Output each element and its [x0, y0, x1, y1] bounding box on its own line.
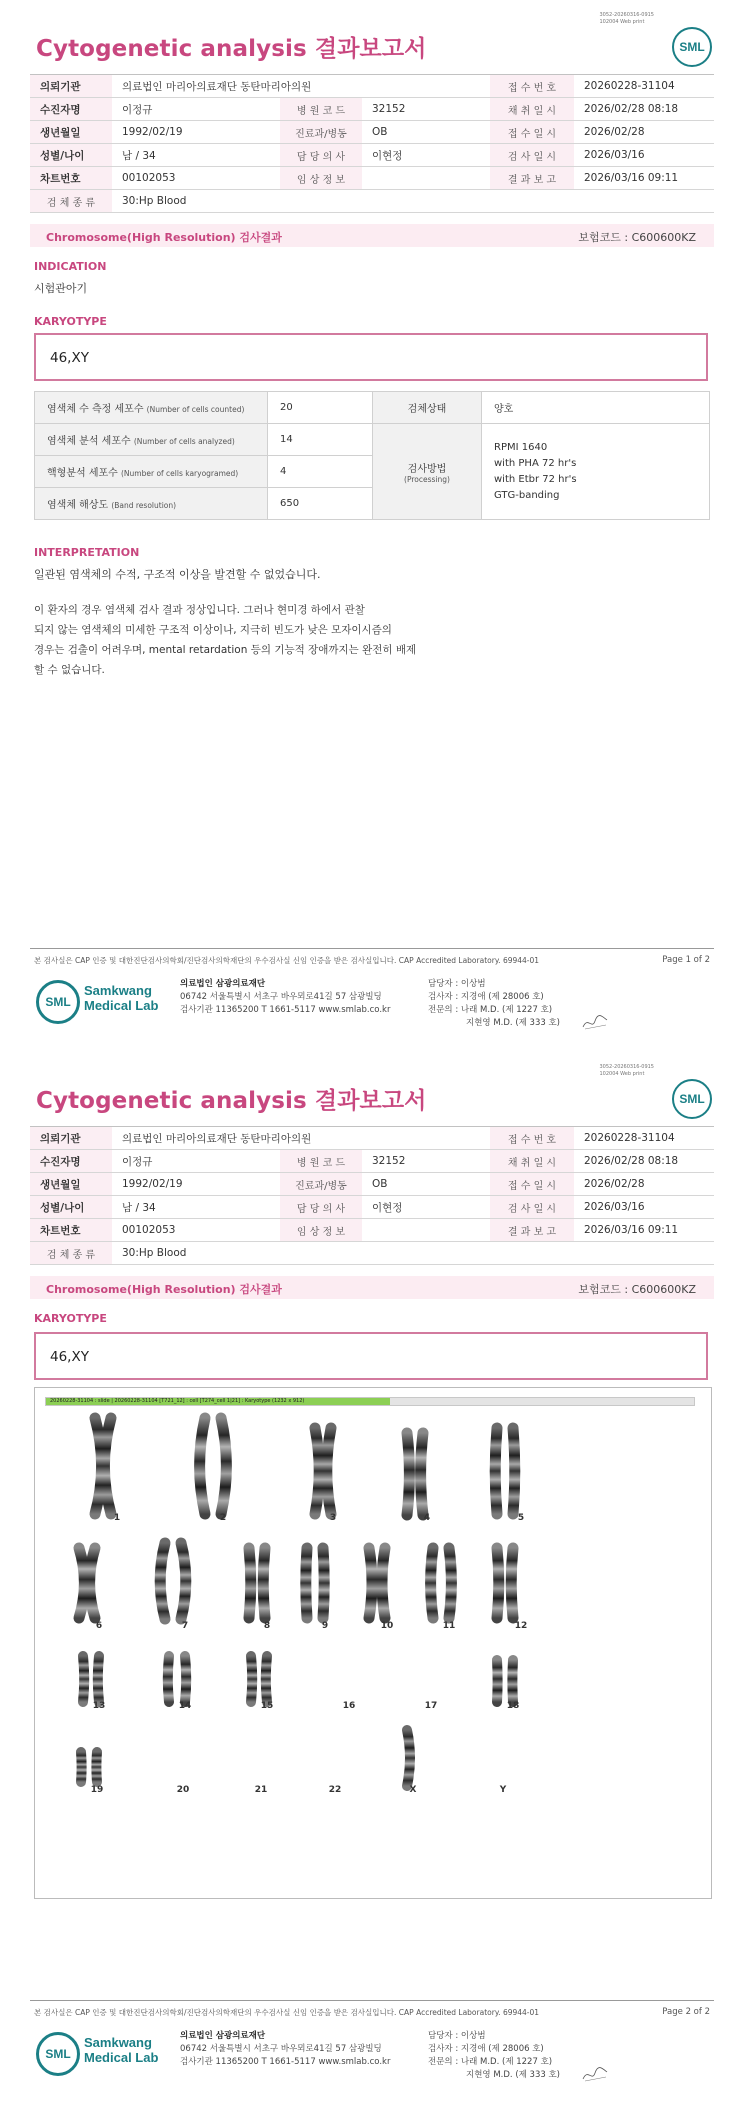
chromosome-label-X: X	[409, 1785, 417, 1795]
chromosome-8	[249, 1548, 251, 1618]
chromosome-label-11: 11	[442, 1621, 456, 1631]
label-receipt-no: 접 수 번 호	[490, 1127, 574, 1150]
label-specimen: 검 체 종 류	[30, 1242, 112, 1265]
label-dept: 진료과/병동	[280, 121, 362, 144]
indication-heading: INDICATION	[34, 260, 107, 273]
value-specimen: 30:Hp Blood	[112, 1242, 714, 1265]
value-dob: 1992/02/19	[112, 121, 280, 144]
interpretation-line: 이 환자의 경우 염색체 검사 결과 정상입니다. 그러나 현미경 하에서 관찰	[34, 604, 365, 616]
interpretation-line: 되지 않는 염색체의 미세한 구조적 이상이나, 지극히 빈도가 낮은 모자이시즘의	[34, 624, 392, 636]
brand-line: Medical Lab	[84, 998, 159, 1013]
label-chart: 차트번호	[30, 167, 112, 190]
value-institution: 의료법인 마리아의료재단 동탄마리아의원	[112, 1127, 490, 1150]
label-dept: 진료과/병동	[280, 1173, 362, 1196]
chromosome-8	[263, 1548, 265, 1618]
value-dob: 1992/02/19	[112, 1173, 280, 1196]
interpretation-line: 경우는 검출이 어려우며, mental retardation 등의 기능적 장애까지는 완전히 배제	[34, 644, 417, 656]
cell-analysis-table	[34, 391, 710, 520]
label-reported: 결 과 보 고	[490, 167, 574, 190]
chromosome-2	[221, 1418, 226, 1514]
chromosome-9	[306, 1548, 307, 1618]
label-receipt-no: 접 수 번 호	[490, 75, 574, 98]
counted-value: 20	[268, 392, 373, 424]
sml-ring: SML	[36, 2032, 80, 2076]
label-reported: 결 과 보 고	[490, 1219, 574, 1242]
chromosome-result-bar	[30, 224, 714, 247]
label-sex-age: 성별/나이	[30, 1196, 112, 1219]
print-meta-line: 102004 Web print	[599, 1071, 645, 1077]
karyotype-result: 46,XY	[50, 350, 89, 366]
chromosome-19	[96, 1752, 97, 1782]
value-receipt-no: 20260228-31104	[574, 1127, 714, 1150]
chromosome-label-6: 6	[95, 1621, 103, 1631]
staff-line: 지현영 M.D. (제 333 호)	[466, 2070, 561, 2080]
footer-address	[180, 2030, 390, 2069]
footer-brand	[84, 983, 158, 1013]
interpretation-summary: 일관된 염색체의 수적, 구조적 이상을 발견할 수 없었습니다.	[34, 568, 321, 581]
karyogram-image	[34, 1387, 712, 1899]
chromosome-15	[251, 1656, 252, 1702]
interpretation-body	[34, 600, 504, 680]
method-line: GTG-banding	[494, 489, 560, 501]
brand-line: Medical Lab	[84, 2050, 159, 2065]
chromosome-label-14: 14	[178, 1701, 192, 1711]
chromosome-label-10: 10	[380, 1621, 394, 1631]
karyotype-result: 46,XY	[50, 1349, 89, 1365]
karyotype-result-box	[34, 333, 708, 381]
band-label-en: (Band resolution)	[111, 501, 177, 510]
chromosome-12	[511, 1548, 513, 1618]
value-hospital-code: 32152	[362, 98, 490, 121]
method-label	[373, 424, 482, 520]
label-received: 접 수 일 시	[490, 1173, 574, 1196]
chromosome-label-19: 19	[90, 1785, 104, 1795]
band-label-ko: 염색체 해상도	[47, 500, 109, 511]
label-doctor: 담 당 의 사	[280, 144, 362, 167]
label-collected: 채 취 일 시	[490, 98, 574, 121]
value-reported: 2026/03/16 09:11	[574, 1219, 714, 1242]
footer-divider	[30, 2000, 714, 2001]
karyogram-chromosomes	[35, 1408, 711, 1898]
footer-staff	[428, 978, 560, 1030]
chromosome-X	[407, 1730, 410, 1786]
footer-cap-note: 본 검사실은 CAP 인증 및 대한진단검사의학회/진단검사의학재단의 우수검사실 신임 인증을 받은 검사실입니다. CAP Accredited Laboratory. 69944-01	[34, 2008, 540, 2017]
report-title: Cytogenetic analysis 결과보고서	[36, 36, 427, 62]
print-meta	[599, 1064, 654, 1078]
counted-label-ko: 염색체 수 측정 세포수	[47, 404, 144, 415]
method-label-en: (Processing)	[404, 474, 450, 484]
label-received: 접 수 일 시	[490, 121, 574, 144]
chromosome-4	[421, 1433, 423, 1515]
print-meta	[599, 12, 654, 26]
specimen-state-value: 양호	[482, 392, 710, 424]
chromosome-label-7: 7	[181, 1621, 189, 1631]
value-sex-age: 남 / 34	[112, 144, 280, 167]
karyogram-header-label: 20260228-31104 : slide | 20260228-31104 [T721_12] : cell [T274_cell 1|21] : Karyotype (1232 x 912)	[46, 1398, 390, 1405]
chromosome-label-1: 1	[113, 1513, 121, 1523]
label-hospital-code: 병 원 코 드	[280, 1150, 362, 1173]
value-collected: 2026/02/28 08:18	[574, 1150, 714, 1173]
chromosome-7	[160, 1543, 165, 1619]
org-address: 06742 서울특별시 서초구 바우뫼로41길 57 삼광빌딩	[180, 2044, 382, 2054]
staff-line: 담당자 : 이상범	[428, 2031, 486, 2041]
label-tested: 검 사 일 시	[490, 144, 574, 167]
brand-line: Samkwang	[84, 983, 152, 998]
report-title: Cytogenetic analysis 결과보고서	[36, 1088, 427, 1114]
footer-address	[180, 978, 390, 1017]
signature-icon	[580, 1012, 610, 1032]
chromosome-label-15: 15	[260, 1701, 274, 1711]
value-collected: 2026/02/28 08:18	[574, 98, 714, 121]
band-label	[35, 488, 268, 520]
counted-label	[35, 392, 268, 424]
chromosome-14	[168, 1656, 169, 1702]
karyotype-heading: KARYOTYPE	[34, 1312, 107, 1325]
label-tested: 검 사 일 시	[490, 1196, 574, 1219]
value-received: 2026/02/28	[574, 1173, 714, 1196]
label-clinical: 임 상 정 보	[280, 1219, 362, 1242]
interpretation-heading: INTERPRETATION	[34, 546, 140, 559]
chromosome-label-22: 22	[328, 1785, 342, 1795]
chromosome-18	[512, 1660, 513, 1702]
interpretation-line: 할 수 없습니다.	[34, 664, 105, 676]
chromosome-label-13: 13	[92, 1701, 106, 1711]
print-meta-line: 102004 Web print	[599, 19, 645, 25]
karyogramed-value: 4	[268, 456, 373, 488]
samkwang-logo-icon	[36, 2032, 80, 2076]
sml-ring: SML	[36, 980, 80, 1024]
karyotype-heading: KARYOTYPE	[34, 315, 107, 328]
value-dept: OB	[362, 121, 490, 144]
value-clinical	[362, 1219, 490, 1242]
karyotype-result-box	[34, 1332, 708, 1380]
value-specimen: 30:Hp Blood	[112, 190, 714, 213]
value-tested: 2026/03/16	[574, 144, 714, 167]
chromosome-label-8: 8	[263, 1621, 271, 1631]
label-collected: 채 취 일 시	[490, 1150, 574, 1173]
analyzed-label-ko: 염색체 분석 세포수	[47, 436, 131, 447]
value-receipt-no: 20260228-31104	[574, 75, 714, 98]
value-chart: 00102053	[112, 167, 280, 190]
karyogramed-label-ko: 핵형분석 세포수	[47, 468, 118, 479]
chromosome-11	[431, 1548, 433, 1618]
chromosome-5	[513, 1428, 515, 1514]
analyzed-value: 14	[268, 424, 373, 456]
analyzed-label-en: (Number of cells analyzed)	[133, 437, 235, 446]
chromosome-7	[181, 1543, 186, 1619]
label-doctor: 담 당 의 사	[280, 1196, 362, 1219]
value-institution: 의료법인 마리아의료재단 동탄마리아의원	[112, 75, 490, 98]
print-meta-line: 3052-20260316-0915	[599, 1064, 654, 1070]
chromosome-label-9: 9	[321, 1621, 329, 1631]
chromosome-14	[185, 1656, 186, 1702]
chromosome-label-12: 12	[514, 1621, 528, 1631]
staff-line: 지현영 M.D. (제 333 호)	[466, 1018, 561, 1028]
value-doctor: 이현정	[362, 1196, 490, 1219]
method-label-ko: 검사방법	[407, 463, 447, 475]
chromosome-label-Y: Y	[499, 1785, 507, 1795]
value-received: 2026/02/28	[574, 121, 714, 144]
staff-line: 검사자 : 지경애 (제 28006 호)	[428, 992, 544, 1002]
page-number: Page 2 of 2	[662, 2007, 710, 2017]
chromosome-label-16: 16	[342, 1701, 356, 1711]
patient-info-table	[30, 1126, 714, 1265]
chromosome-18	[497, 1660, 498, 1702]
counted-label-en: (Number of cells counted)	[146, 405, 245, 414]
value-sex-age: 남 / 34	[112, 1196, 280, 1219]
band-value: 650	[268, 488, 373, 520]
karyogramed-label	[35, 456, 268, 488]
staff-line: 전문의 : 나래 M.D. (제 1227 호)	[428, 2057, 553, 2067]
chromosome-label-2: 2	[219, 1513, 227, 1523]
value-clinical	[362, 167, 490, 190]
brand-line: Samkwang	[84, 2035, 152, 2050]
chromosome-6	[79, 1548, 84, 1618]
chromosome-result-title: Chromosome(High Resolution) 검사결과	[46, 231, 282, 244]
label-hospital-code: 병 원 코 드	[280, 98, 362, 121]
label-chart: 차트번호	[30, 1219, 112, 1242]
chromosome-label-5: 5	[517, 1513, 525, 1523]
label-specimen: 검 체 종 류	[30, 190, 112, 213]
chromosome-10	[382, 1548, 385, 1618]
chromosome-label-21: 21	[254, 1785, 268, 1795]
label-patient: 수진자명	[30, 98, 112, 121]
chromosome-12	[497, 1548, 499, 1618]
chromosome-label-18: 18	[506, 1701, 520, 1711]
label-institution: 의뢰기관	[30, 1127, 112, 1150]
org-name: 의료법인 삼광의료재단	[180, 979, 266, 989]
analyzed-label	[35, 424, 268, 456]
chromosome-label-4: 4	[423, 1513, 431, 1523]
specimen-state-label: 검체상태	[373, 392, 482, 424]
chromosome-10	[369, 1548, 372, 1618]
chromosome-13	[83, 1656, 84, 1702]
signature-icon	[580, 2064, 610, 2084]
chromosome-9	[323, 1548, 324, 1618]
chromosome-4	[407, 1433, 409, 1515]
value-patient: 이정규	[112, 98, 280, 121]
chromosome-2	[200, 1418, 205, 1514]
staff-line: 전문의 : 나래 M.D. (제 1227 호)	[428, 1005, 553, 1015]
staff-line: 담당자 : 이상범	[428, 979, 486, 989]
method-line: with Etbr 72 hr's	[494, 473, 577, 485]
org-contact: 검사기관 11365200 T 1661-5117 www.smlab.co.kr	[180, 2057, 391, 2067]
chromosome-13	[98, 1656, 99, 1702]
method-line: RPMI 1640	[494, 441, 548, 453]
value-dept: OB	[362, 1173, 490, 1196]
value-hospital-code: 32152	[362, 1150, 490, 1173]
value-tested: 2026/03/16	[574, 1196, 714, 1219]
karyogramed-label-en: (Number of cells karyogramed)	[121, 469, 239, 478]
samkwang-logo-icon	[36, 980, 80, 1024]
label-patient: 수진자명	[30, 1150, 112, 1173]
chromosome-label-20: 20	[176, 1785, 190, 1795]
label-dob: 생년월일	[30, 121, 112, 144]
label-dob: 생년월일	[30, 1173, 112, 1196]
org-address: 06742 서울특별시 서초구 바우뫼로41길 57 삼광빌딩	[180, 992, 382, 1002]
method-value	[482, 424, 710, 520]
footer-staff	[428, 2030, 560, 2082]
label-institution: 의뢰기관	[30, 75, 112, 98]
footer-divider	[30, 948, 714, 949]
chromosome-label-17: 17	[424, 1701, 438, 1711]
footer-cap-note: 본 검사실은 CAP 인증 및 대한진단검사의학회/진단검사의학재단의 우수검사실 신임 인증을 받은 검사실입니다. CAP Accredited Laboratory. 69944-01	[34, 956, 540, 965]
chromosome-result-bar	[30, 1276, 714, 1299]
page-number: Page 1 of 2	[662, 955, 710, 965]
label-clinical: 임 상 정 보	[280, 167, 362, 190]
chromosome-3	[315, 1428, 319, 1514]
value-chart: 00102053	[112, 1219, 280, 1242]
chromosome-3	[327, 1428, 331, 1514]
staff-line: 검사자 : 지경애 (제 28006 호)	[428, 2044, 544, 2054]
chromosome-15	[266, 1656, 267, 1702]
chromosome-11	[449, 1548, 451, 1618]
chromosome-group	[79, 1418, 527, 1795]
sml-logo-icon: SML	[672, 27, 712, 67]
print-meta-line: 3052-20260316-0915	[599, 12, 654, 18]
chromosome-1	[104, 1418, 111, 1514]
sml-logo-icon: SML	[672, 1079, 712, 1119]
value-patient: 이정규	[112, 1150, 280, 1173]
label-sex-age: 성별/나이	[30, 144, 112, 167]
chromosome-6	[90, 1548, 95, 1618]
chromosome-result-title: Chromosome(High Resolution) 검사결과	[46, 1283, 282, 1296]
patient-info-table	[30, 74, 714, 213]
karyogram-header	[45, 1397, 695, 1406]
org-name: 의료법인 삼광의료재단	[180, 2031, 266, 2041]
org-contact: 검사기관 11365200 T 1661-5117 www.smlab.co.kr	[180, 1005, 391, 1015]
footer-brand	[84, 2035, 158, 2065]
indication-text: 시험관아기	[34, 282, 88, 295]
value-doctor: 이현정	[362, 144, 490, 167]
chromosome-label-3: 3	[329, 1513, 337, 1523]
value-reported: 2026/03/16 09:11	[574, 167, 714, 190]
insurance-code: 보험코드 : C600600KZ	[578, 1283, 696, 1296]
method-line: with PHA 72 hr's	[494, 457, 577, 469]
chromosome-5	[495, 1428, 497, 1514]
chromosome-19	[81, 1752, 82, 1782]
insurance-code: 보험코드 : C600600KZ	[578, 231, 696, 244]
